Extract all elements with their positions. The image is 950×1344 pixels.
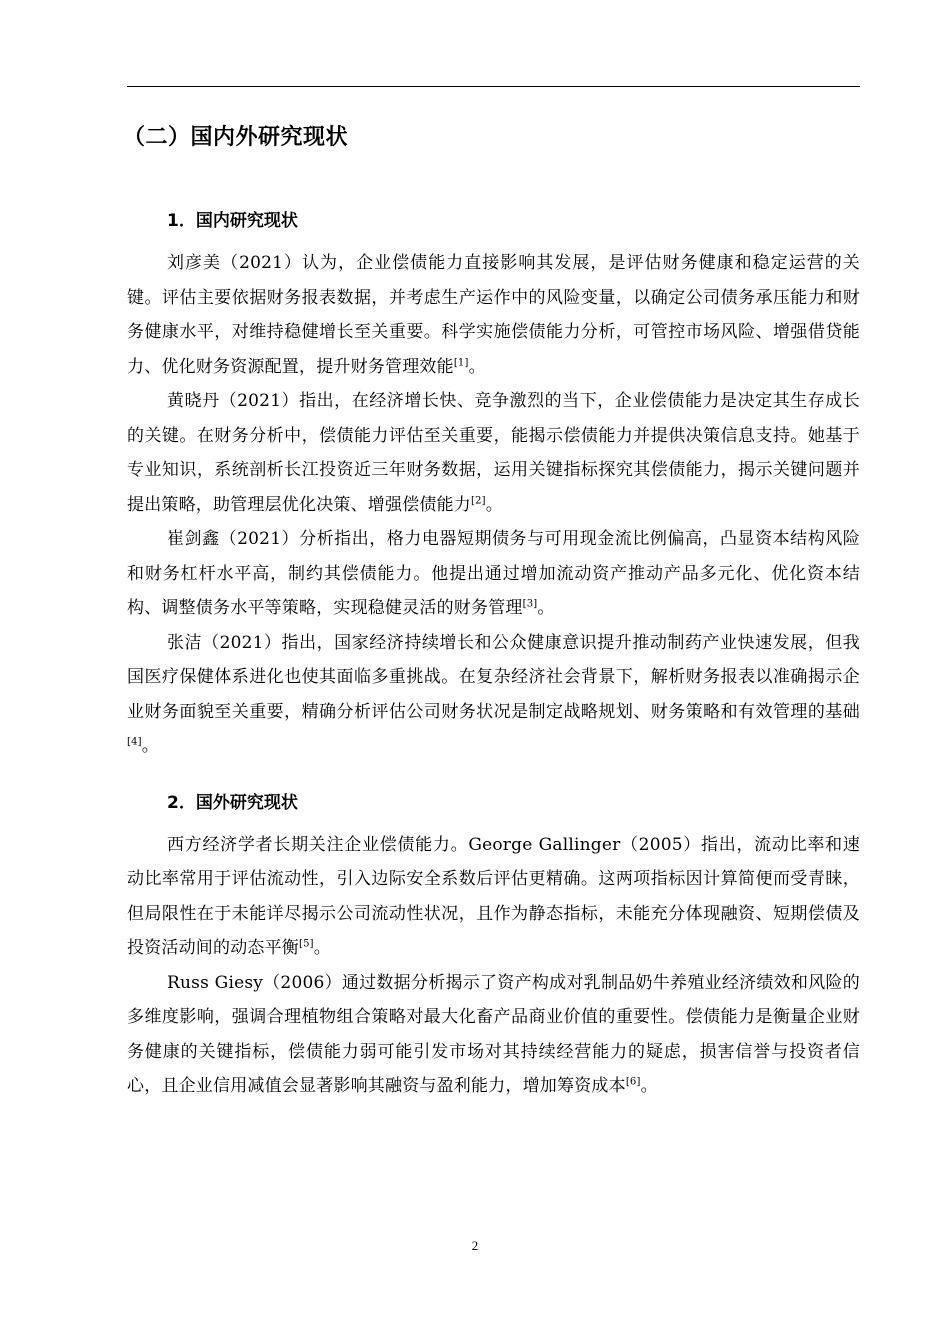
page-content (123, 112, 860, 1104)
citation-ref: [2] (471, 494, 486, 506)
citation-ref: [1] (453, 356, 469, 368)
header-rule (127, 86, 860, 87)
citation-ref: [4] (127, 736, 142, 748)
paragraph: Russ Giesy（2006）通过数据分析揭示了资产构成对乳制品奶牛养殖业经济绩效和风险的多维度影响，强调合理植物组合策略对最大化畜产品商业价值的重要性。偿债能力是衡量企业财务健康的关键指标，偿债能力弱可能引发市场对其持续经营能力的疑虑，损害信誉与投资者信心，且企业信用减值会显著影响其融资与盈利能力，增加筹资成本[6]。 (127, 972, 860, 1096)
citation-ref: [5] (299, 938, 314, 950)
paragraph: 崔剑鑫（2021）分析指出，格力电器短期债务与可用现金流比例偏高，凸显资本结构风险和财务杠杆水平高，制约其偿债能力。他提出通过增加流动资产推动产品多元化、优化资本结构、调整债务水平等策略，实现稳健灵活的财务管理[3]。 (127, 529, 860, 618)
citation-ref: [3] (522, 598, 538, 610)
subsection-title-foreign: 2．国外研究现状 (167, 792, 298, 813)
page-number: 2 (471, 1238, 479, 1253)
subsection-title-domestic: 1．国内研究现状 (167, 211, 298, 231)
section-heading: （二）国内外研究现状 (123, 125, 349, 150)
paragraph: 刘彦美（2021）认为，企业偿债能力直接影响其发展，是评估财务健康和稳定运营的关键。评估主要依据财务报表数据，并考虑生产运作中的风险变量，以确定公司债务承压能力和财务健康水平，对维持稳健增长至关重要。科学实施偿债能力分析，可管控市场风险、增强借贷能力、优化财务资源配置，提升财务管理效能[1]。 (127, 253, 860, 377)
paragraph: 张洁（2021）指出，国家经济持续增长和公众健康意识提升推动制药产业快速发展，但我国医疗保健体系进化也使其面临多重挑战。在复杂经济社会背景下，解析财务报表以准确揭示企业财务面貌至关重要，精确分析评估公司财务状况是制定战略规划、财务策略和有效管理的基础[4]。 (127, 632, 860, 756)
citation-ref: [6] (625, 1076, 641, 1088)
paragraph: 黄晓丹（2021）指出，在经济增长快、竞争激烈的当下，企业偿债能力是决定其生存成长的关键。在财务分析中，偿债能力评估至关重要，能揭示偿债能力并提供决策信息支持。她基于专业知识，系统剖析长江投资近三年财务数据，运用关键指标探究其偿债能力，揭示关键问题并提出策略，助管理层优化决策、增强偿债能力[2]。 (127, 391, 860, 515)
paragraph: 西方经济学者长期关注企业偿债能力。George Gallinger（2005）指出，流动比率和速动比率常用于评估流动性，引入边际安全系数后评估更精确。这两项指标因计算简便而受青睐，但局限性在于未能详尽揭示公司流动性状况，且作为静态指标，未能充分体现融资、短期偿债及投资活动间的动态平衡[5]。 (127, 834, 860, 958)
